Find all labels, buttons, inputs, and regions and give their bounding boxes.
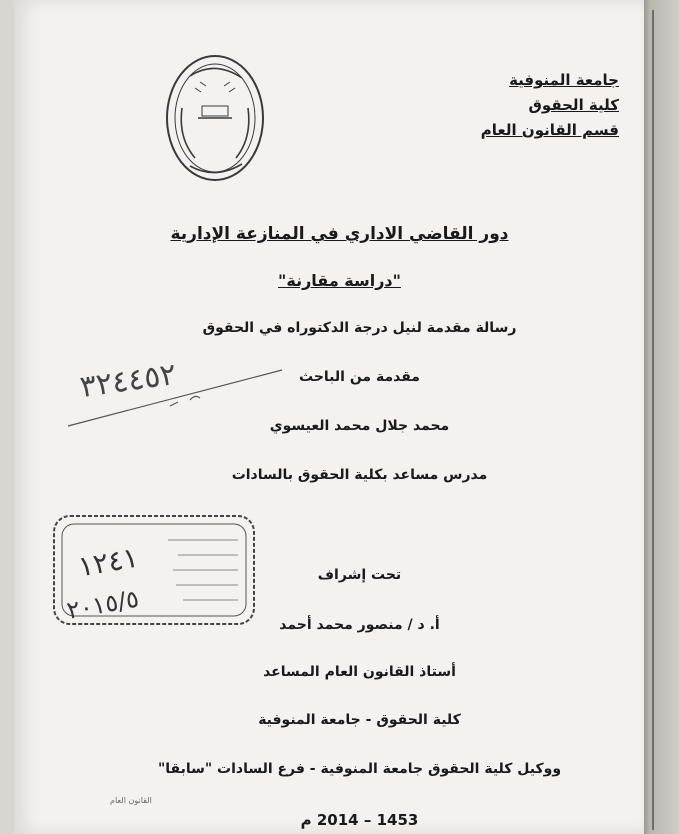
handwritten-number-annotation xyxy=(60,340,290,430)
supervisor-faculty: كلية الحقوق - جامعة المنوفية xyxy=(258,712,461,728)
researcher-name: محمد جلال محمد العيسوي xyxy=(269,418,450,434)
year: 1453 – 2014 م xyxy=(300,811,419,829)
stamp-date: ٢٠١٥/٥ xyxy=(64,584,142,625)
supervision-label: تحت إشراف xyxy=(317,567,402,583)
researcher-position: مدرس مساعد بكلية الحقوق بالسادات xyxy=(231,467,488,483)
footer-note: القانون العام xyxy=(110,796,152,805)
thesis-purpose: رسالة مقدمة لنيل درجة الدكتوراه في الحقوق xyxy=(202,320,517,336)
stamp-number: ١٢٤١ xyxy=(75,540,141,584)
university-name: جامعة المنوفية xyxy=(509,71,619,89)
supervisor-name: أ. د / منصور محمد أحمد xyxy=(279,617,440,633)
department-name: قسم القانون العام xyxy=(480,121,619,139)
thesis-title: دور القاضي الاداري في المنازعة الإدارية xyxy=(170,224,509,244)
supervisor-title: أستاذ القانون العام المساعد xyxy=(263,664,456,680)
institution-header xyxy=(481,68,619,143)
thesis-subtitle: "دراسة مقارنة" xyxy=(278,271,401,290)
handwritten-number: ٣٢٤٤٥٢ xyxy=(77,356,179,405)
page-edge-shadow xyxy=(644,0,679,834)
faculty-name: كلية الحقوق xyxy=(528,96,619,114)
library-stamp-icon xyxy=(160,48,270,188)
supervisor-role: ووكيل كلية الحقوق جامعة المنوفية - فرع السادات "سابقا" xyxy=(157,761,562,777)
presented-by-label: مقدمة من الباحث xyxy=(299,369,420,385)
